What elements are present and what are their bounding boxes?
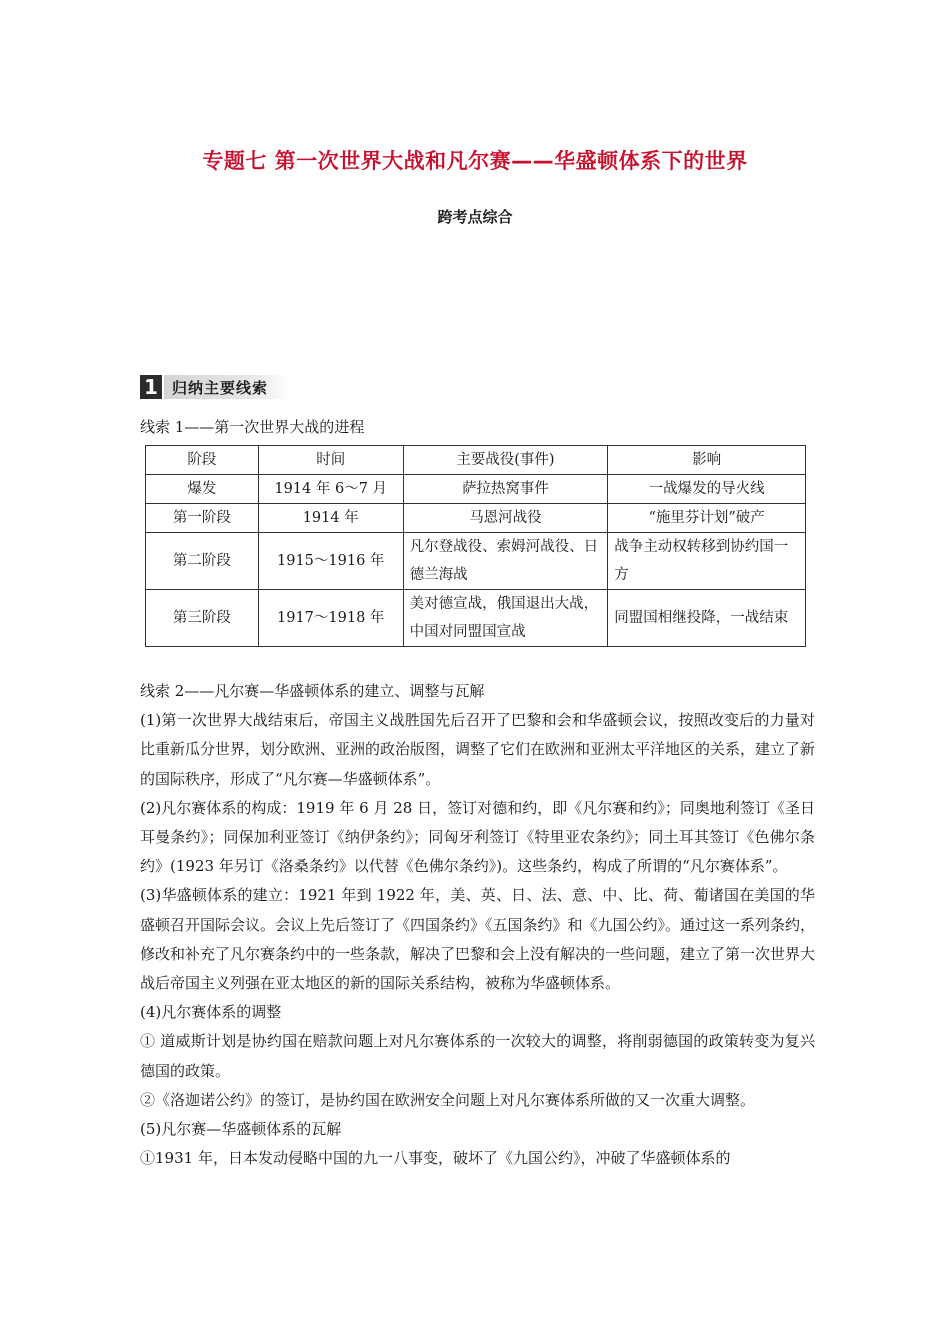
document-title: 专题七 第一次世界大战和凡尔赛——华盛顿体系下的世界 xyxy=(202,149,748,173)
wwi-progress-table xyxy=(145,445,806,647)
table-row xyxy=(146,533,806,590)
table-cell: 1915～1916 年 xyxy=(258,533,403,590)
table-row xyxy=(146,590,806,647)
table-row xyxy=(146,504,806,533)
table-cell: 1914 年 6～7 月 xyxy=(258,475,403,504)
body-text xyxy=(140,677,815,1173)
table-cell: 1914 年 xyxy=(258,504,403,533)
section-header xyxy=(140,375,290,399)
section-number: 1 xyxy=(140,375,162,399)
table-cell: 爆发 xyxy=(146,475,259,504)
table-cell: 马恩河战役 xyxy=(403,504,608,533)
table-cell: 第一阶段 xyxy=(146,504,259,533)
table-row xyxy=(146,475,806,504)
table-cell: 同盟国相继投降，一战结束 xyxy=(608,590,806,647)
clue1-title: 线索 1——第一次世界大战的进程 xyxy=(140,418,365,436)
clue2-title: 线索 2——凡尔赛—华盛顿体系的建立、调整与瓦解 xyxy=(140,682,485,700)
table-cell: 1917～1918 年 xyxy=(258,590,403,647)
paragraph: (2)凡尔赛体系的构成：1919 年 6 月 28 日，签订对德和约，即《凡尔赛和约》；同奥地利签订《圣日耳曼条约》；同保加利亚签订《纳伊条约》；同匈牙利签订《特里亚农条约》；同土耳其签订《色佛尔条约》(1923 年另订《洛桑条约》以代替《色佛尔条约》)。这些条约，构成了所谓的“凡尔赛体系”。 xyxy=(140,798,815,876)
document-subtitle: 跨考点综合 xyxy=(437,208,513,226)
paragraph: (3)华盛顿体系的建立：1921 年到 1922 年，美、英、日、法、意、中、比、荷、葡诸国在美国的华盛顿召开国际会议。会议上先后签订了《四国条约》《五国条约》和《九国公约》。通过这一系列条约，修改和补充了凡尔赛条约中的一些条款，解决了巴黎和会上没有解决的一些问题，建立了第一次世界大战后帝国主义列强在亚太地区的新的国际关系结构，被称为华盛顿体系。 xyxy=(140,886,816,993)
table-cell: 第三阶段 xyxy=(146,590,259,647)
table-cell: 战争主动权转移到协约国一方 xyxy=(608,533,806,590)
paragraph: (1)第一次世界大战结束后，帝国主义战胜国先后召开了巴黎和会和华盛顿会议，按照改变后的力量对比重新瓜分世界，划分欧洲、亚洲的政治版图，调整了它们在欧洲和亚洲太平洋地区的关系，建立了新的国际秩序，形成了“凡尔赛—华盛顿体系”。 xyxy=(140,711,816,788)
section-label: 归纳主要线索 xyxy=(164,375,290,399)
paragraph: ①1931 年，日本发动侵略中国的九一八事变，破坏了《九国公约》，冲破了华盛顿体系的 xyxy=(140,1149,731,1168)
table-header-cell: 阶段 xyxy=(146,446,259,475)
table-cell: “施里芬计划”破产 xyxy=(608,504,806,533)
table-header-cell: 主要战役(事件) xyxy=(403,446,608,475)
table-cell: 美对德宣战，俄国退出大战，中国对同盟国宣战 xyxy=(403,590,608,647)
table-cell: 凡尔登战役、索姆河战役、日德兰海战 xyxy=(403,533,608,590)
table-header-row xyxy=(146,446,806,475)
paragraph: ②《洛迦诺公约》的签订，是协约国在欧洲安全问题上对凡尔赛体系所做的又一次重大调整。 xyxy=(140,1090,756,1109)
table-header-cell: 时间 xyxy=(258,446,403,475)
paragraph: ① 道威斯计划是协约国在赔款问题上对凡尔赛体系的一次较大的调整，将削弱德国的政策转变为复兴德国的政策。 xyxy=(140,1032,815,1080)
table-header-cell: 影响 xyxy=(608,446,806,475)
table-cell: 一战爆发的导火线 xyxy=(608,475,806,504)
table-cell: 萨拉热窝事件 xyxy=(403,475,608,504)
paragraph: (5)凡尔赛—华盛顿体系的瓦解 xyxy=(140,1120,342,1139)
paragraph: (4)凡尔赛体系的调整 xyxy=(140,1003,282,1022)
table-cell: 第二阶段 xyxy=(146,533,259,590)
